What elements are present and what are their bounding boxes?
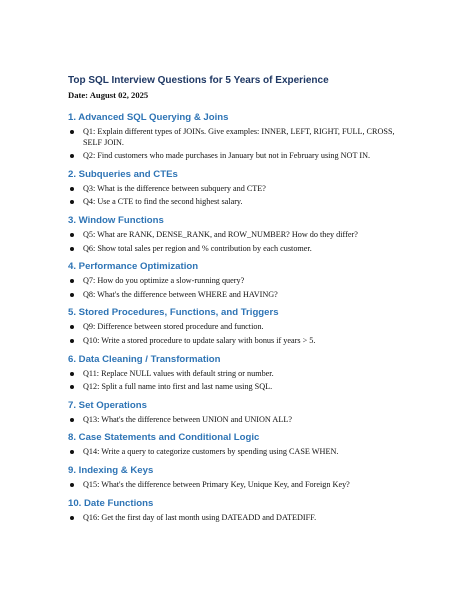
section [68,400,408,426]
section [68,112,408,162]
bullet-icon [70,385,74,389]
question-list [68,184,408,208]
bullet-icon [70,516,74,520]
bullet-icon [70,372,74,376]
question-list [68,480,408,491]
question-list [68,322,408,346]
bullet-icon [70,187,74,191]
question-text: Q5: What are RANK, DENSE_RANK, and ROW_NUMBER? How do they differ? [83,229,358,239]
question-text: Q13: What's the difference between UNION and UNION ALL? [83,414,292,424]
section [68,169,408,208]
bullet-icon [70,325,74,329]
question-list [68,276,408,300]
question-item [68,276,408,287]
section-heading: 3. Window Functions [68,214,164,226]
section-heading: 1. Advanced SQL Querying & Joins [68,112,229,123]
bullet-icon [70,200,74,204]
question-item [68,369,408,380]
question-list [68,230,408,254]
question-item [68,322,408,333]
bullet-icon [70,154,74,158]
section-heading: 2. Subqueries and CTEs [68,168,178,180]
section [68,215,408,254]
question-item [68,230,408,241]
section [68,354,408,393]
question-item [68,382,408,393]
question-text: Q9: Difference between stored procedure and function. [83,322,264,332]
question-list [68,447,408,458]
question-list [68,415,408,426]
bullet-icon [70,450,74,454]
document-content [68,75,408,530]
section-heading: 6. Data Cleaning / Transformation [68,353,221,365]
question-text: Q6: Show total sales per region and % contribution by each customer. [83,243,312,253]
question-text: Q16: Get the first day of last month using DATEADD and DATEDIFF. [83,512,317,522]
section-heading: 8. Case Statements and Conditional Logic [68,432,260,444]
bullet-icon [70,483,74,487]
question-text: Q2: Find customers who made purchases in January but not in February using NOT IN. [83,151,371,161]
bullet-icon [70,233,74,237]
section [68,261,408,300]
sections-container [68,112,408,523]
section-heading: 5. Stored Procedures, Functions, and Triggers [68,307,279,319]
question-text: Q10: Write a stored procedure to update salary with bonus if years > 5. [83,335,316,345]
question-text: Q12: Split a full name into first and last name using SQL. [83,382,273,392]
question-item [68,447,408,458]
question-item [68,244,408,255]
section [68,307,408,346]
question-item [68,184,408,195]
question-item [68,290,408,301]
section [68,432,408,458]
question-item [68,336,408,347]
question-text: Q15: What's the difference between Primary Key, Unique Key, and Foreign Key? [83,479,350,489]
question-item [68,197,408,208]
question-list [68,369,408,393]
bullet-icon [70,130,74,134]
section-heading: 4. Performance Optimization [68,261,199,273]
bullet-icon [70,418,74,422]
question-text: Q4: Use a CTE to find the second highest salary. [83,197,243,207]
question-text: Q11: Replace NULL values with default string or number. [83,368,274,378]
section-heading: 10. Date Functions [68,497,154,509]
question-text: Q1: Explain different types of JOINs. Give examples: INNER, LEFT, RIGHT, FULL, CROSS, SELF JOIN. [83,127,395,147]
bullet-icon [70,279,74,283]
question-item [68,127,408,148]
section-heading: 9. Indexing & Keys [68,464,154,476]
bullet-icon [70,247,74,251]
question-item [68,151,408,162]
document-title: Top SQL Interview Questions for 5 Years of Experience [68,75,329,86]
section [68,498,408,524]
question-list [68,127,408,162]
question-text: Q7: How do you optimize a slow-running query? [83,276,245,286]
section [68,465,408,491]
question-text: Q14: Write a query to categorize customers by spending using CASE WHEN. [83,447,339,457]
document-date: Date: August 02, 2025 [68,90,149,100]
question-list [68,513,408,524]
question-item [68,480,408,491]
question-item [68,415,408,426]
bullet-icon [70,293,74,297]
question-item [68,513,408,524]
question-text: Q8: What's the difference between WHERE and HAVING? [83,289,278,299]
section-heading: 7. Set Operations [68,399,147,411]
bullet-icon [70,339,74,343]
question-text: Q3: What is the difference between subquery and CTE? [83,183,266,193]
